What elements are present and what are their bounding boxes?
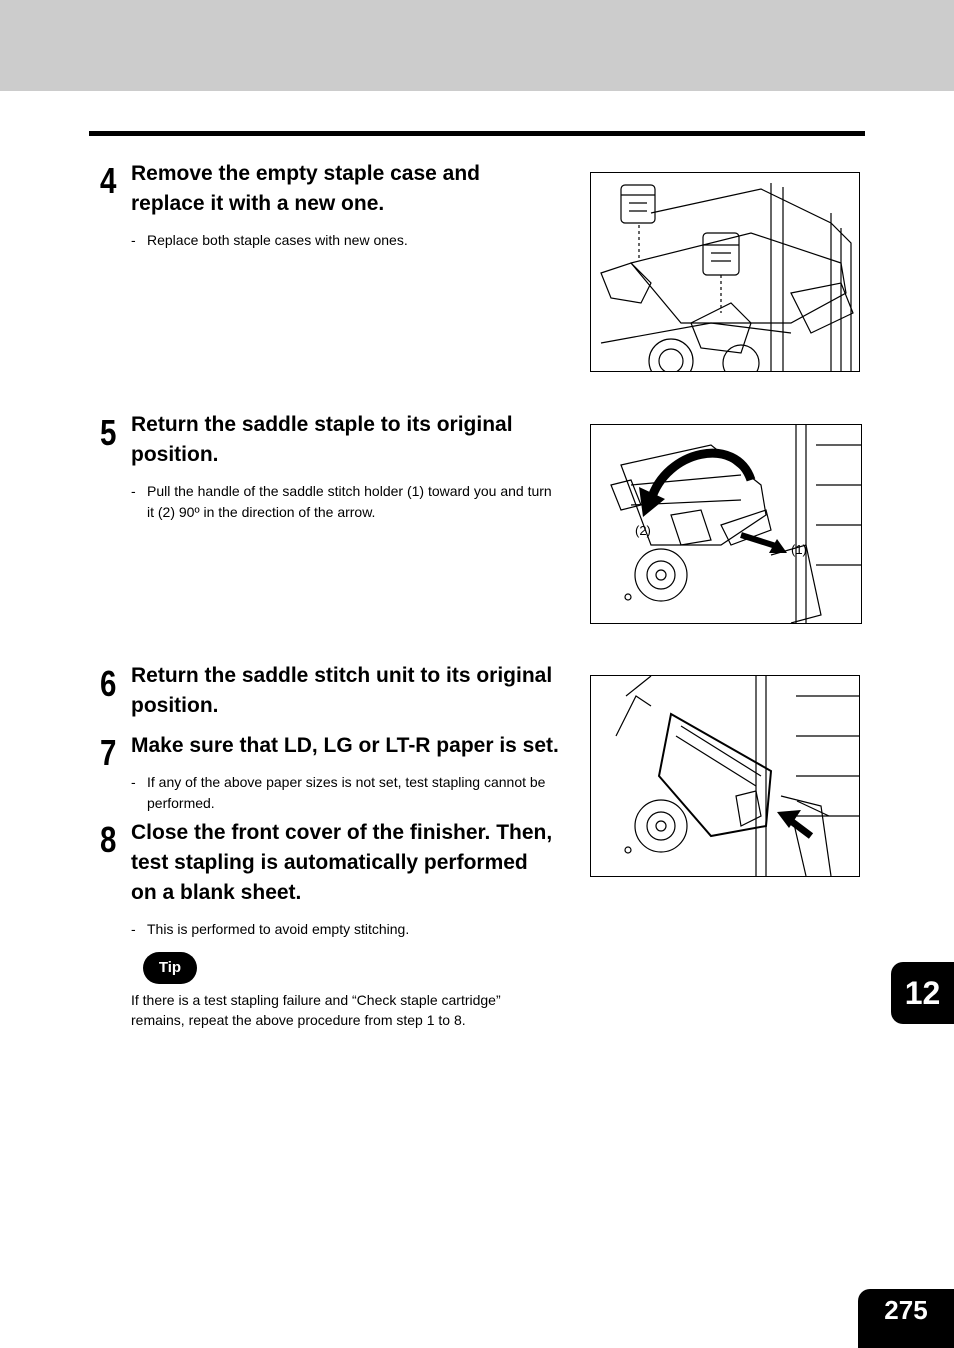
step-6-title: Return the saddle stitch unit to its original position. (131, 664, 553, 717)
tip-badge: Tip (143, 952, 197, 984)
step-5-note: - Pull the handle of the saddle stitch holder (1) toward you and turn it (2) 90º in the direction of the arrow. (131, 483, 552, 520)
step-number-5: 5 (100, 412, 117, 453)
step-7-title: Make sure that LD, LG or LT-R paper is set. (131, 734, 559, 757)
header-band (0, 0, 954, 91)
label-2: (2) (635, 523, 651, 538)
tip-text: If there is a test stapling failure and “Check staple cartridge” remains, repeat the above procedure from step 1 to 8. (131, 992, 501, 1028)
step-7-note: - If any of the above paper sizes is not set, test stapling cannot be performed. (131, 774, 546, 811)
section-rule (89, 131, 865, 136)
step-5-title: Return the saddle staple to its original position. (131, 413, 513, 466)
step-4-title: Remove the empty staple case and replace it with a new one. (131, 162, 480, 215)
page-number: 275 (858, 1289, 954, 1348)
figure-saddle-staple-rotate (590, 424, 862, 624)
figure-saddle-stitch-unit-return (590, 675, 860, 877)
step-number-6: 6 (100, 663, 117, 704)
step-8-note: - This is performed to avoid empty stitching. (131, 921, 410, 937)
label-1: (1) (791, 542, 807, 557)
figure-replace-staple-cases (590, 172, 860, 372)
chapter-tab: 12 (891, 962, 954, 1024)
step-number-7: 7 (100, 732, 117, 773)
step-8-title: Close the front cover of the finisher. Then, test stapling is automatically performed on a blank sheet. (131, 821, 553, 904)
step-number-8: 8 (100, 819, 117, 860)
step-number-4: 4 (100, 160, 117, 201)
step-4-note: - Replace both staple cases with new ones. (131, 232, 408, 248)
